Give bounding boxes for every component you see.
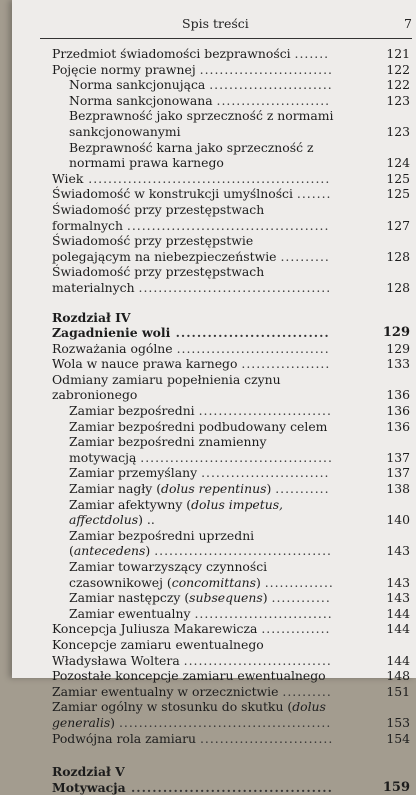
toc-entry-page: 143 (386, 543, 410, 559)
toc-entry-title (52, 684, 334, 700)
dot-leader: ................................................. (83, 170, 331, 186)
chapter-heading: Rozdział V (52, 764, 125, 780)
toc-entry-title-text: ) .. (138, 512, 155, 528)
toc-entry-title (52, 341, 334, 357)
dot-leader: ....... (294, 46, 330, 61)
toc-entry-page: 144 (386, 652, 410, 668)
dot-leader: ........................... (199, 61, 333, 77)
toc-entry-page: 123 (386, 123, 410, 139)
toc-entry-page: 136 (386, 403, 410, 419)
toc-entry (52, 780, 410, 795)
toc-entry-page: 129 (386, 340, 410, 356)
toc-entry-page: 144 (386, 621, 410, 637)
toc-entry-title-text: Motywacja (52, 779, 126, 795)
toc-entry-page: 128 (386, 279, 410, 295)
chapter-heading: Rozdział IV (52, 309, 131, 325)
toc-entry-title-text: Norma sankcjonowana (69, 92, 217, 108)
toc-entry-title-italic: dolus generalis (52, 699, 326, 730)
toc-entry-title-text: Zamiar afektywny ( (69, 496, 192, 512)
toc-entry-title (52, 186, 334, 202)
toc-entry (52, 62, 410, 78)
toc-entry (52, 171, 410, 187)
toc-entry-title-text: Zamiar ewentualny (69, 605, 195, 621)
toc-entry-title-text: Świadomość przy przestępstwach materialnych (52, 264, 265, 295)
chapter-entries (52, 780, 410, 795)
toc-entry-title-text: Zamiar bezpośredni uprzedni ( (69, 527, 255, 559)
toc-entry-title (52, 497, 334, 528)
dot-leader: ........................... (199, 730, 334, 746)
toc-entry-title-text: Zamiar bezpośredni znamienny motywacją (69, 434, 267, 465)
dot-leader: ....................................... (140, 449, 333, 465)
toc-entry (52, 668, 410, 684)
toc-entry-title-text: Koncepcje zamiaru ewentualnego Władysława Woltera (52, 636, 264, 668)
dot-leader: .............. (261, 621, 331, 637)
toc-entry-title-text: Podwójna rola zamiaru (52, 730, 200, 746)
toc-entry-title-text: Zamiar ogólny w stosunku do skutku ( (52, 699, 293, 715)
toc-entry-page: 121 (386, 46, 410, 61)
toc-entry-page: 136 (386, 387, 410, 403)
toc-entry (52, 264, 410, 295)
toc-entry-title-text: Pojęcie normy prawnej (52, 61, 200, 77)
toc-entry-title (52, 325, 334, 341)
toc-entry-title-text: Pozostałe koncepcje zamiaru ewentualnego (52, 668, 326, 684)
toc-entry (52, 325, 410, 341)
dot-leader: .................................... (154, 543, 332, 559)
toc-entry-page: 125 (386, 170, 410, 186)
toc-entry (52, 699, 410, 730)
toc-entry-title-text: Świadomość w konstrukcji umyślności (52, 186, 297, 202)
toc-entry (52, 497, 410, 528)
toc-entry-title-text: Zamiar następczy ( (69, 590, 190, 606)
dot-leader: ........... (275, 481, 330, 497)
toc-entry (52, 140, 410, 171)
toc-entry-page: 136 (386, 418, 410, 434)
toc-entry (52, 606, 410, 622)
toc-entry-title-text: Zamiar towarzyszący czynności czasownikowej ( (69, 559, 268, 590)
dot-leader: ......................... (209, 77, 333, 93)
toc-entry-page: 144 (386, 605, 410, 621)
toc-entry-title (52, 140, 334, 171)
toc-entry-page: 129 (382, 325, 410, 341)
toc-entry-title (52, 559, 334, 590)
book-page (12, 0, 416, 795)
toc-entry (52, 77, 410, 93)
toc-entry (52, 186, 410, 202)
toc-entry (52, 372, 410, 403)
toc-entry-title-text: Zamiar ewentualny w orzecznictwie (52, 683, 283, 699)
toc-entry (52, 341, 410, 357)
dot-leader: .............. (264, 574, 334, 590)
dot-leader: ....................................... (138, 279, 332, 295)
toc-entry-page: 125 (386, 186, 410, 202)
toc-entry-title (52, 434, 334, 465)
dot-leader: ............................... (176, 340, 330, 356)
toc-entry (52, 419, 410, 435)
toc-entry-title-italic: antecedens (73, 543, 146, 559)
toc-entry (52, 233, 410, 264)
toc-entry-title-text: Koncepcja Juliusza Makarewicza (52, 621, 262, 637)
dot-leader: ............................. (170, 325, 330, 341)
chapter-entries (52, 325, 410, 746)
dot-leader: .................. (241, 356, 331, 372)
toc-entry-title-text: Bezprawność jako sprzeczność z normami sankcjonowanymi (69, 108, 334, 139)
toc-entry-title-text: ) (255, 574, 265, 590)
toc-entry-title-text: ) (266, 481, 276, 497)
toc-entry-title (52, 465, 334, 481)
toc-entry-title (52, 372, 334, 403)
toc-entry-title-italic: dolus repentinus (161, 481, 267, 497)
toc-entry-page: 140 (386, 512, 410, 528)
toc-entry-page: 124 (386, 155, 410, 171)
toc-entry-title (52, 171, 334, 187)
toc-entry-title (52, 46, 334, 62)
toc-entry (52, 108, 410, 139)
toc-entry (52, 434, 410, 465)
dot-leader: ....................... (216, 92, 331, 108)
toc-entry-page: 127 (386, 217, 410, 233)
dot-leader: ...................................... (125, 779, 333, 795)
toc-entry (52, 559, 410, 590)
toc-entry (52, 621, 410, 637)
toc-entry-title (52, 606, 334, 622)
header-rule (40, 38, 412, 39)
running-head (42, 16, 412, 36)
toc-entry-title-text: Świadomość przy przestępstwach formalnych (52, 201, 265, 233)
dot-leader: ......................................... (126, 217, 330, 233)
toc-entry (52, 93, 410, 109)
toc-entry-title (52, 233, 334, 264)
toc-entry-page: 128 (386, 248, 410, 264)
toc-entry-title (52, 699, 334, 730)
toc-entry-page: 133 (386, 356, 410, 372)
toc-entry-title (52, 93, 334, 109)
toc-entry-title-italic: subsequens (189, 590, 263, 606)
toc-entry (52, 684, 410, 700)
toc-entry-title (52, 731, 334, 747)
toc-entry (52, 46, 410, 62)
toc-entry-title-text: Zamiar nagły ( (69, 481, 162, 497)
toc-entry-page: 148 (386, 668, 410, 684)
toc-entry-page: 143 (386, 590, 410, 606)
toc-entry-page: 159 (382, 779, 410, 795)
toc-entry-page: 143 (386, 574, 410, 590)
toc-entry-page: 153 (386, 714, 410, 730)
dot-leader: ....... (296, 186, 332, 202)
dot-leader: .......................... (201, 465, 330, 481)
toc-entry-title-text: Zagadnienie woli (52, 325, 171, 341)
toc-entry-title-text: Rozważania ogólne (52, 340, 177, 356)
dot-leader: .......... (282, 683, 332, 699)
toc-entry-title (52, 590, 334, 606)
toc-entry-page: 137 (386, 465, 410, 481)
dot-leader: .............................. (183, 652, 332, 668)
toc-entry-title (52, 356, 334, 372)
toc-entry-title (52, 621, 334, 637)
toc-entry (52, 356, 410, 372)
toc-entry-title (52, 528, 334, 559)
toc-entry-title (52, 264, 334, 295)
toc-entry-page: 123 (386, 92, 410, 108)
toc-entry-title (52, 77, 334, 93)
toc-entry-title-text: Przedmiot świadomości bezprawności (52, 46, 295, 61)
toc-entry-title-text: Wiek (52, 170, 84, 186)
table-of-contents (52, 46, 410, 795)
toc-entry (52, 403, 410, 419)
toc-entry-title (52, 202, 334, 233)
toc-entry-title (52, 481, 334, 497)
toc-entry-title (52, 637, 334, 668)
toc-entry-title-italic: dolus impetus, affectdolus (69, 496, 283, 528)
running-head-title: Spis treści (182, 16, 249, 31)
dot-leader: ............ (271, 590, 331, 606)
toc-entry (52, 637, 410, 668)
toc-entry-title-text: Norma sankcjonująca (69, 77, 210, 93)
dot-leader: ............................ (194, 605, 333, 621)
toc-entry (52, 528, 410, 559)
toc-entry-page: 137 (386, 449, 410, 465)
toc-entry-title (52, 419, 334, 435)
toc-entry (52, 481, 410, 497)
toc-section-block (52, 46, 410, 296)
dot-leader: ........................... (198, 403, 332, 419)
toc-entry-title-text: Bezprawność karna jako sprzeczność z normami prawa karnego (69, 139, 314, 171)
toc-entry (52, 590, 410, 606)
toc-entry-title-text: Zamiar przemyślany (69, 465, 202, 481)
dot-leader: .......... (280, 248, 330, 264)
toc-entry (52, 731, 410, 747)
toc-entry-page: 122 (386, 77, 410, 93)
toc-entry-title-text: Świadomość przy przestępstwie polegającym na niebezpieczeństwie (52, 233, 281, 264)
toc-entry (52, 202, 410, 233)
toc-entry-title-text: ) (145, 543, 155, 559)
toc-entry-title-italic: concomittans (171, 574, 256, 590)
toc-entry-title (52, 780, 334, 795)
toc-entry-title-text: ) (262, 590, 272, 606)
toc-entry-title (52, 403, 334, 419)
toc-entry-title-text: Odmiany zamiaru popełnienia czynu zabronionego (52, 371, 281, 403)
toc-entry-title-text: Wola w nauce prawa karnego (52, 356, 242, 372)
toc-entry-title (52, 668, 334, 684)
toc-entry-title-text: Zamiar bezpośredni (69, 403, 199, 419)
toc-entry-page: 151 (386, 683, 410, 699)
toc-entry-title-text: Zamiar bezpośredni podbudowany celem (69, 418, 328, 434)
toc-entry-title (52, 108, 334, 139)
toc-entry-page: 154 (386, 730, 410, 746)
toc-entry-title (52, 62, 334, 78)
toc-entry-page: 122 (386, 61, 410, 77)
toc-entry-title-text: ) (110, 714, 119, 730)
toc-entry (52, 465, 410, 481)
toc-entry-page: 138 (386, 481, 410, 497)
page-number: 7 (404, 16, 412, 31)
dot-leader: ........................................... (118, 714, 332, 730)
